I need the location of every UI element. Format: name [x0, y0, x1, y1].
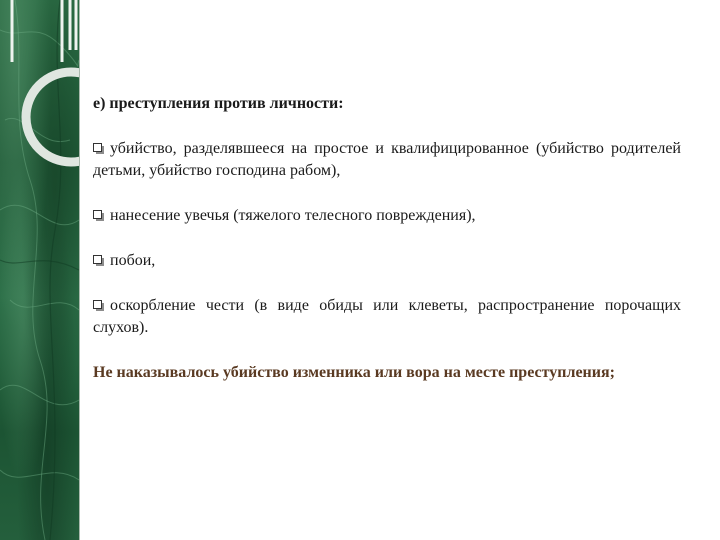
- list-item-text: нанесение увечья (тяжелого телесного повреждения),: [110, 207, 476, 224]
- list-item: [93, 250, 681, 272]
- sidebar-divider: [79, 0, 80, 540]
- square-bullet-icon: [93, 255, 104, 266]
- list-item-text: убийство, разделявшееся на простое и квалифицированное (убийство родителей детьми, убийство господина рабом),: [93, 140, 681, 179]
- list-item-text: оскорбление чести (в виде обиды или клеветы, распространение порочащих слухов).: [93, 297, 681, 336]
- slide-content: [93, 93, 681, 384]
- slide-heading: е) преступления против личности:: [93, 95, 344, 112]
- square-bullet-icon: [93, 143, 104, 154]
- square-bullet-icon: [93, 300, 104, 311]
- square-bullet-icon: [93, 210, 104, 221]
- marble-sidebar: [0, 0, 79, 540]
- list-item: [93, 205, 681, 227]
- list-item: [93, 138, 681, 182]
- list-item-text: побои,: [110, 252, 156, 269]
- list-item: [93, 295, 681, 339]
- marble-texture: [0, 0, 79, 540]
- note-text: Не наказывалось убийство изменника или вора на месте преступления;: [93, 364, 615, 381]
